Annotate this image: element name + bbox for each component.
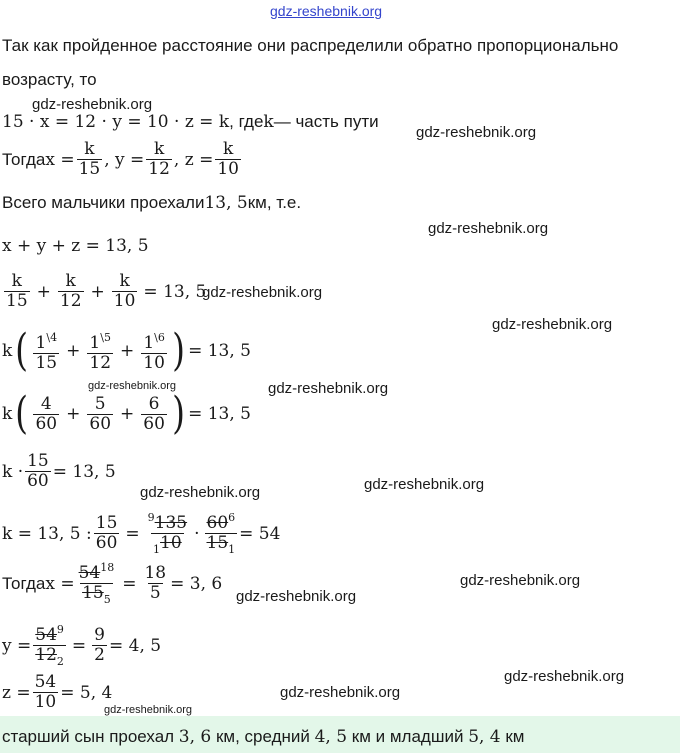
watermark: gdz-reshebnik.org [364, 476, 485, 493]
watermark: gdz-reshebnik.org [236, 588, 357, 605]
answer-text: старший сын проехал 3, 6 км, средний 4, 5 км и младший 5, 4 км [2, 727, 525, 747]
intro-line-1: Так как пройденное расстояние они распределили обратно пропорционально [2, 36, 619, 55]
watermark: gdz-reshebnik.org [460, 572, 581, 589]
watermark: gdz-reshebnik.org [104, 704, 193, 716]
watermark: gdz-reshebnik.org [280, 684, 401, 701]
watermark-top[interactable]: gdz-reshebnik.org [270, 3, 383, 19]
equation-xyz-expr: Тогда x = $\frac{k}{15}$ , y = $\frac{k}{12}$ , z = $\frac{k}{10}$ [2, 139, 239, 179]
equation-z-value: z = $\frac{54}{10}$ = 5, 4 [2, 672, 113, 712]
equation-proportion: 15 · x = 12 · y = 10 · z = k , где k — часть пути [2, 112, 379, 132]
equation-fractions-sum: $\frac{k}{15}$ + $\frac{k}{12}$ + $\frac{k}{10}$ = 13, 5 [6, 271, 207, 311]
watermark: gdz-reshebnik.org [492, 316, 613, 333]
watermark: gdz-reshebnik.org [32, 96, 153, 113]
fraction: $\frac{k}{15}$ [78, 139, 101, 179]
fraction: $\frac{k}{12}$ [148, 139, 170, 179]
watermark: gdz-reshebnik.org [268, 380, 389, 397]
watermark: gdz-reshebnik.org [428, 220, 549, 237]
equation-y-value: y = $\frac{54^9}{12_2}$ = $\frac{9}{2}$ = 4, 5 [2, 620, 161, 671]
watermark: gdz-reshebnik.org [504, 668, 625, 685]
watermark: gdz-reshebnik.org [88, 380, 177, 392]
equation-sum: x + y + z = 13, 5 [2, 236, 149, 256]
equation-x-value: Тогда x = $\frac{54^{18}}{15_5}$ = $\frac{18}{5}$ = 3, 6 [2, 558, 222, 609]
total-distance-line: Всего мальчики проехали 13, 5 км, т.е. [2, 193, 302, 213]
watermark: gdz-reshebnik.org [140, 484, 261, 501]
equation-k-fraction: k · $\frac{15}{60}$ = 13, 5 [2, 451, 116, 491]
equation-factored: k ( $\frac{1^{\backslash 4}}{15}$ + $\frac{1^{\backslash 5}}{12}$ + $\frac{1^{\backslash 6}}{10}$ ) = 13, 5 [2, 324, 251, 376]
watermark: gdz-reshebnik.org [416, 124, 537, 141]
equation-k-value: k = 13, 5 : $\frac{15}{60}$ = $\frac{^9135}{_110}$ · $\frac{60^6}{15_1}$ = 54 [2, 508, 280, 559]
intro-line-2: возрасту, то [2, 70, 97, 89]
equation-common-denominator: k ( $\frac{4}{60}$ + $\frac{5}{60}$ + $\frac{6}{60}$ ) = 13, 5 [2, 388, 251, 439]
fraction: $\frac{k}{10}$ [217, 139, 239, 179]
watermark: gdz-reshebnik.org [202, 284, 323, 301]
